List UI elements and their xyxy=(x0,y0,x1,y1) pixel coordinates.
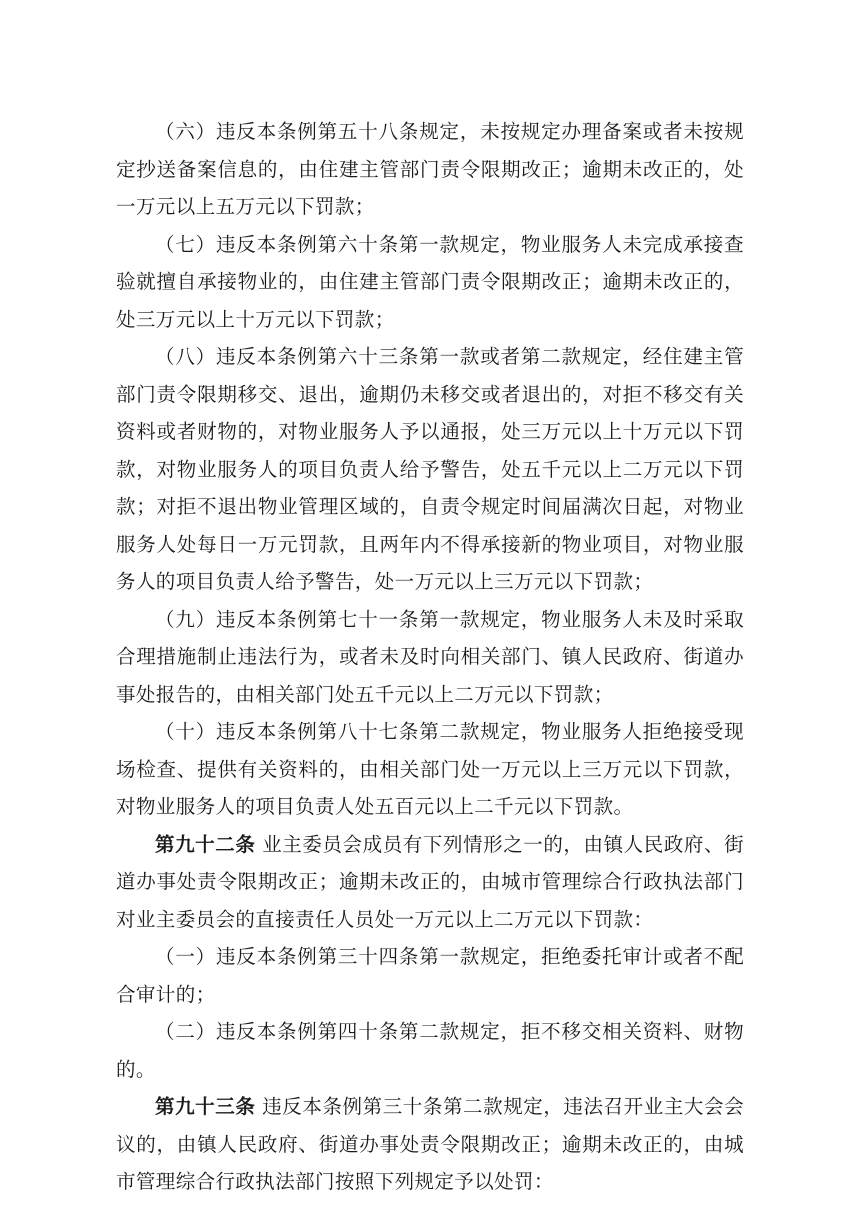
clause-10 xyxy=(116,713,744,826)
article-92-clause-2 xyxy=(116,1013,744,1088)
clause-8-text: （八）违反本条例第六十三条第一款或者第二款规定，经住建主管部门责令限期移交、退出，逾期仍未移交或者退出的，对拒不移交有关资料或者财物的，对物业服务人予以通报，处三万元以上十万元以下罚款，对物业服务人的项目负责人给予警告，处五千元以上二万元以下罚款；对拒不退出物业管理区域的，自责令规定时间届满次日起，对物业服务人处每日一万元罚款，且两年内不得承接新的物业项目，对物业服务人的项目负责人给予警告，处一万元以上三万元以下罚款； xyxy=(116,345,744,593)
article-93-text: 违反本条例第三十条第二款规定，违法召开业主大会会议的，由镇人民政府、街道办事处责令限期改正；逾期未改正的，由城市管理综合行政执法部门按照下列规定予以处罚： xyxy=(116,1095,744,1193)
clause-6 xyxy=(116,113,744,226)
article-92-number: 第九十二条 xyxy=(155,832,256,856)
clause-8 xyxy=(116,338,744,601)
clause-7-text: （七）违反本条例第六十条第一款规定，物业服务人未完成承接查验就擅自承接物业的，由住建主管部门责令限期改正；逾期未改正的，处三万元以上十万元以下罚款； xyxy=(116,232,744,331)
clause-6-text: （六）违反本条例第五十八条规定，未按规定办理备案或者未按规定抄送备案信息的，由住建主管部门责令限期改正；逾期未改正的，处一万元以上五万元以下罚款； xyxy=(116,120,744,218)
document-body xyxy=(116,113,744,1201)
clause-10-text: （十）违反本条例第八十七条第二款规定，物业服务人拒绝接受现场检查、提供有关资料的，由相关部门处一万元以上三万元以下罚款，对物业服务人的项目负责人处五百元以上二千元以下罚款。 xyxy=(116,720,744,818)
clause-9-text: （九）违反本条例第七十一条第一款规定，物业服务人未及时采取合理措施制止违法行为，或者未及时向相关部门、镇人民政府、街道办事处报告的，由相关部门处五千元以上二万元以下罚款； xyxy=(116,607,744,706)
clause-9 xyxy=(116,601,744,714)
article-92-clause-1-text: （一）违反本条例第三十四条第一款规定，拒绝委托审计或者不配合审计的； xyxy=(116,945,744,1006)
article-92-clause-2-text: （二）违反本条例第四十条第二款规定，拒不移交相关资料、财物的。 xyxy=(116,1020,744,1081)
article-93-number: 第九十三条 xyxy=(155,1095,256,1118)
clause-7 xyxy=(116,226,744,339)
article-92-text: 业主委员会成员有下列情形之一的，由镇人民政府、街道办事处责令限期改正；逾期未改正的，由城市管理综合行政执法部门对业主委员会的直接责任人员处一万元以上二万元以下罚款： xyxy=(116,832,744,931)
article-93 xyxy=(116,1088,744,1201)
article-92-clause-1 xyxy=(116,938,744,1013)
article-92 xyxy=(116,826,744,939)
